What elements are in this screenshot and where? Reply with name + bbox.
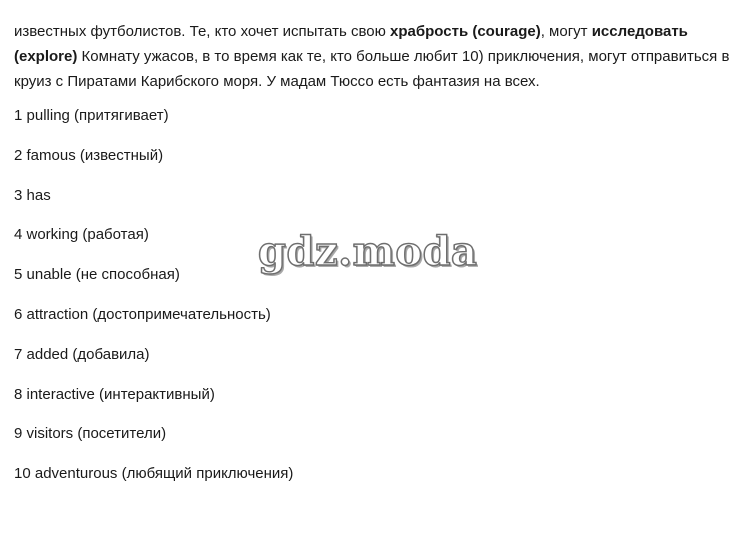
answer-item-6: 6 attraction (достопримечательность)	[14, 305, 271, 323]
watermark-logo: gdz.moda	[258, 228, 478, 275]
answer-item-10: 10 adventurous (любящий приключения)	[14, 465, 294, 483]
bold-term-courage: храбрость (courage)	[390, 23, 541, 40]
intro-text-3: Комнату ужасов, в то время как те, кто больше любит 10) приключения, могут отправиться в круиз с Пиратами Карибского моря. У мадам Тюссо есть фантазия на всех.	[14, 48, 730, 90]
answer-item-2: 2 famous (известный)	[14, 146, 164, 164]
intro-paragraph	[14, 19, 739, 94]
bold-term-explore-en: (explore)	[14, 48, 78, 65]
answer-item-5: 5 unable (не способная)	[14, 266, 180, 284]
answer-item-9: 9 visitors (посетители)	[14, 425, 167, 443]
answer-item-7: 7 added (добавила)	[14, 345, 150, 363]
answer-item-1: 1 pulling (притягивает)	[14, 107, 169, 124]
answer-item-3: 3 has	[14, 186, 51, 204]
bold-term-explore-ru: исследовать	[591, 23, 688, 40]
intro-text-1: известных футболистов. Те, кто хочет испытать свою	[14, 23, 391, 40]
intro-text-2: , могут	[540, 23, 592, 40]
answer-item-8: 8 interactive (интерактивный)	[14, 385, 215, 403]
answer-list	[14, 106, 739, 484]
answer-item-4: 4 working (работая)	[14, 226, 149, 244]
